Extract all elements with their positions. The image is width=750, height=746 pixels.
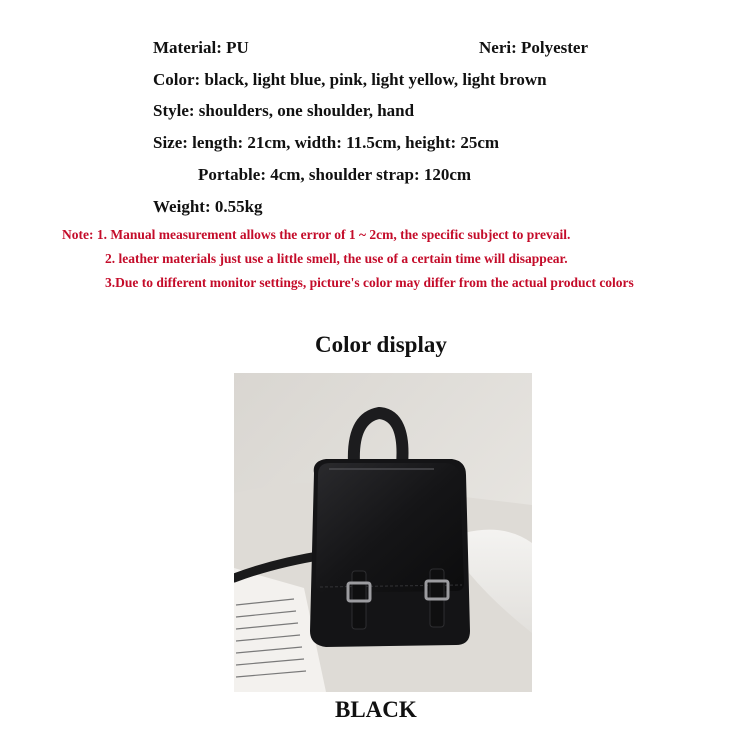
spec-lining: Neri: Polyester xyxy=(479,38,589,57)
spec-color: Color: black, light blue, pink, light yellow, light brown xyxy=(153,70,547,89)
backpack-illustration xyxy=(234,373,532,692)
color-display-heading: Color display xyxy=(315,332,447,357)
spec-size: Size: length: 21cm, width: 11.5cm, height: 25cm xyxy=(153,133,500,152)
note-line-1: Note: 1. Manual measurement allows the error of 1 ~ 2cm, the specific subject to prevail. xyxy=(62,227,571,242)
color-caption-black: BLACK xyxy=(335,697,417,722)
spec-weight: Weight: 0.55kg xyxy=(153,197,263,216)
spec-portable: Portable: 4cm, shoulder strap: 120cm xyxy=(198,165,472,184)
note-line-2: 2. leather materials just use a little smell, the use of a certain time will disappear. xyxy=(105,251,568,266)
spec-material: Material: PU xyxy=(153,38,249,57)
note-line-3: 3.Due to different monitor settings, picture's color may differ from the actual product colors xyxy=(105,275,634,290)
spec-style: Style: shoulders, one shoulder, hand xyxy=(153,101,415,120)
product-photo-black-backpack xyxy=(234,373,532,692)
